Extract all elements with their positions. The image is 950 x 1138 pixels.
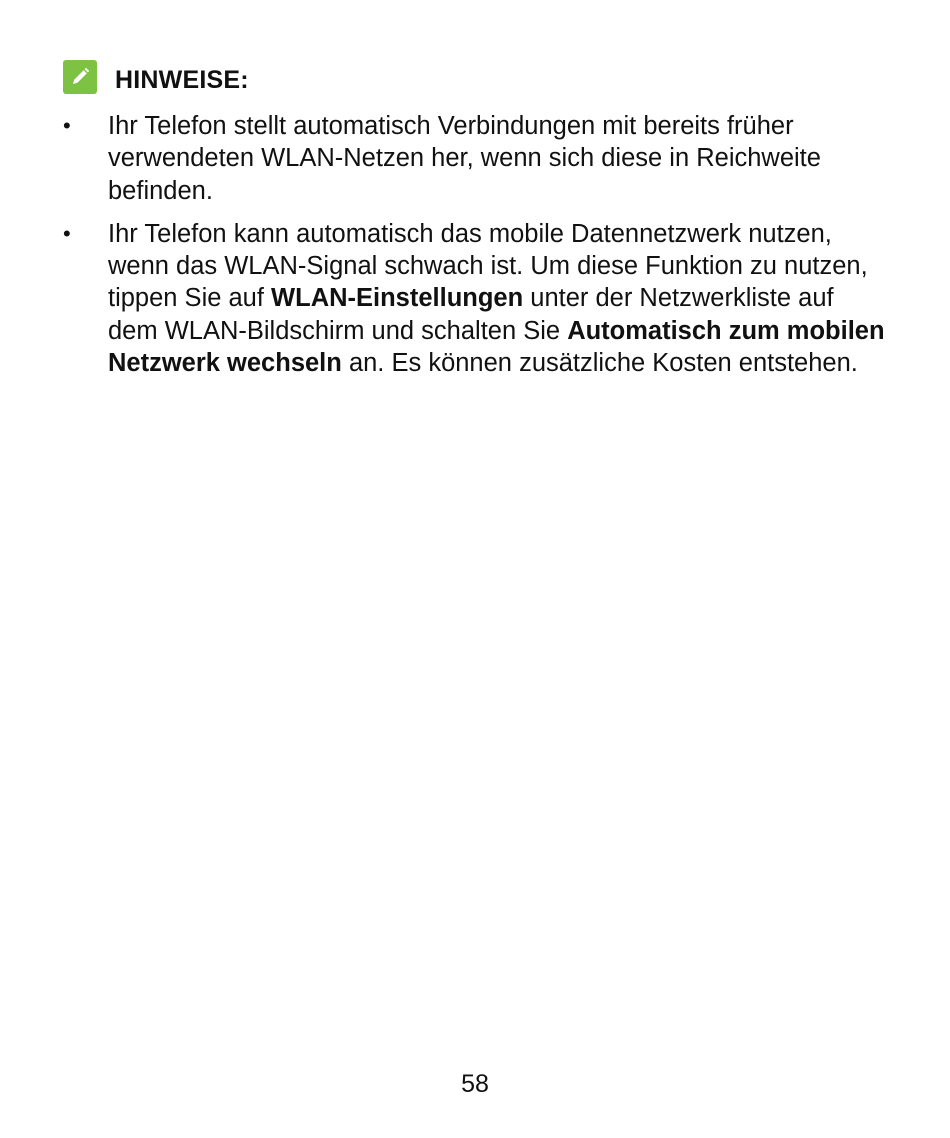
bullet-item (0, 218, 950, 379)
bullet-dot: • (63, 113, 71, 138)
bold-term-auto-switch: Automatisch zum mobilen Netzwerk wechseln (108, 316, 885, 378)
bullet-text: Ihr Telefon stellt automatisch Verbindungen mit bereits früher verwendeten WLAN-Netzen her, wenn sich diese in Reichweite befinden. (108, 112, 821, 205)
pencil-icon (63, 60, 97, 94)
bullet-text: Ihr Telefon kann automatisch das mobile Datennetzwerk nutzen, wenn das WLAN-Signal schwach ist. Um diese Funktion zu nutzen, tippen Sie auf (108, 219, 868, 313)
bullet-text: unter der Netzwerkliste auf dem WLAN-Bildschirm und schalten Sie (108, 284, 834, 345)
note-bullet-list (0, 110, 950, 390)
bullet-text: an. Es können zusätzliche Kosten entstehen. (341, 349, 858, 378)
bullet-item (0, 110, 950, 207)
bold-term-wlan-settings: WLAN-Einstellungen (271, 284, 524, 313)
page-number: 58 (461, 1070, 489, 1098)
bullet-dot: • (63, 220, 71, 246)
note-title: HINWEISE: (115, 65, 249, 94)
note-header (63, 60, 249, 94)
